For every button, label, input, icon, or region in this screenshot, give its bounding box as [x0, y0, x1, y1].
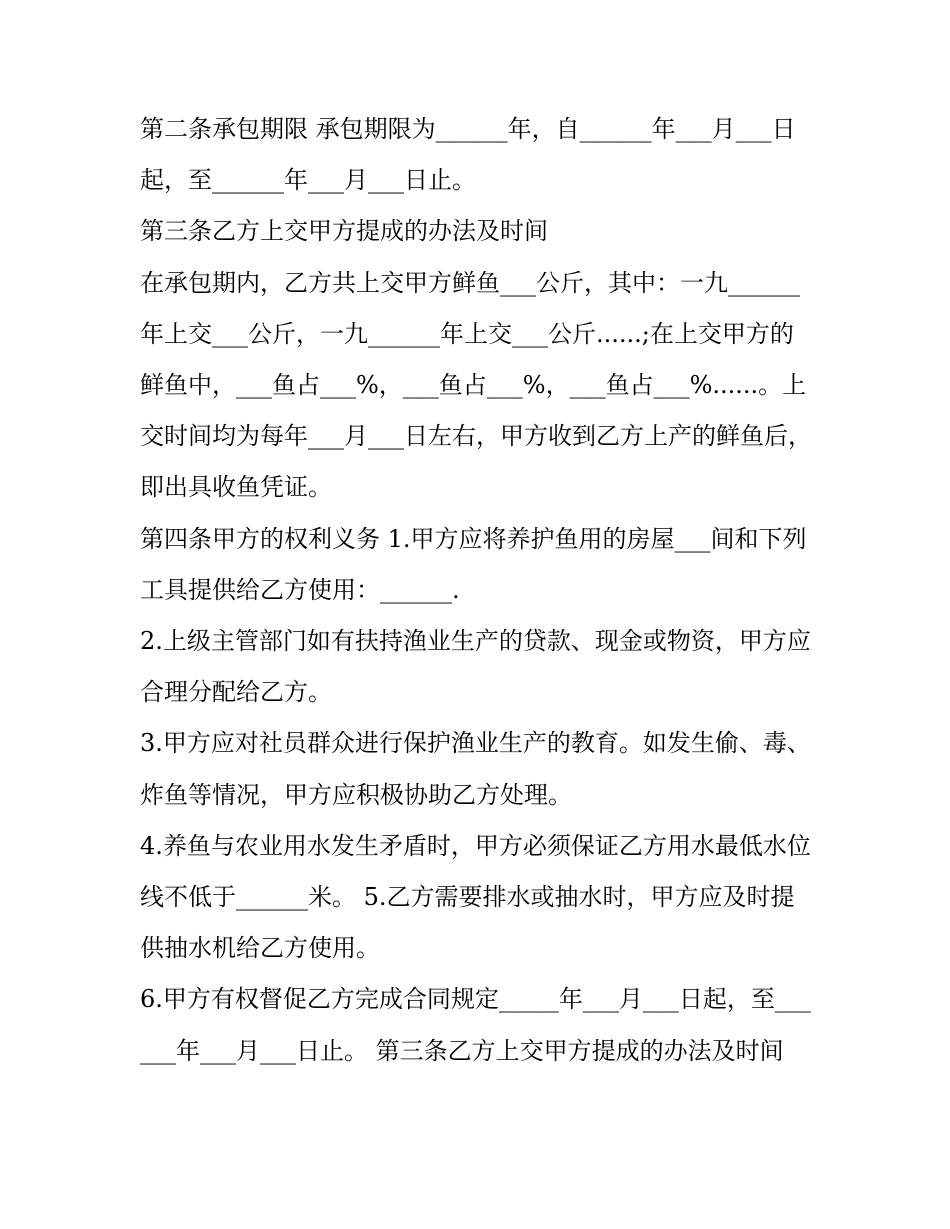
clause-term-paragraph: 第二条承包期限 承包期限为______年，自______年___月___日起，至______年___月___日止。: [140, 115, 796, 195]
clause-four-paragraph: 第四条甲方的权利义务 1.甲方应将养护鱼用的房屋___间和下列工具提供给乙方使用：______.: [140, 524, 807, 604]
clause-four-item-2: 2.上级主管部门如有扶持渔业生产的贷款、现金或物资，甲方应合理分配给乙方。: [140, 627, 811, 707]
clause-four-item-4-5: 4.养鱼与农业用水发生矛盾时，甲方必须保证乙方用水最低水位线不低于______米。 5.乙方需要排水或抽水时，甲方应及时提供抽水机给乙方使用。: [140, 831, 811, 963]
document-body: [140, 104, 812, 1077]
clause-four-item-3: 3.甲方应对社员群众进行保护渔业生产的教育。如发生偷、毒、炸鱼等情况，甲方应积极协助乙方处理。: [140, 729, 811, 809]
clause-three-paragraph: 在承包期内，乙方共上交甲方鲜鱼___公斤，其中：一九______年上交___公斤，一九______年上交___公斤......;在上交甲方的鲜鱼中，___鱼占___%，___鱼占___%，___鱼占___%......。上交时间均为每年___月___日左右，甲方收到乙方上产的鲜鱼后，即出具收鱼凭证。: [140, 268, 812, 502]
clause-three-heading: 第三条乙方上交甲方提成的办法及时间: [140, 217, 548, 246]
clause-four-item-6: 6.甲方有权督促乙方完成合同规定_____年___月___日起，至______年___月___日止。 第三条乙方上交甲方提成的办法及时间: [140, 985, 811, 1065]
